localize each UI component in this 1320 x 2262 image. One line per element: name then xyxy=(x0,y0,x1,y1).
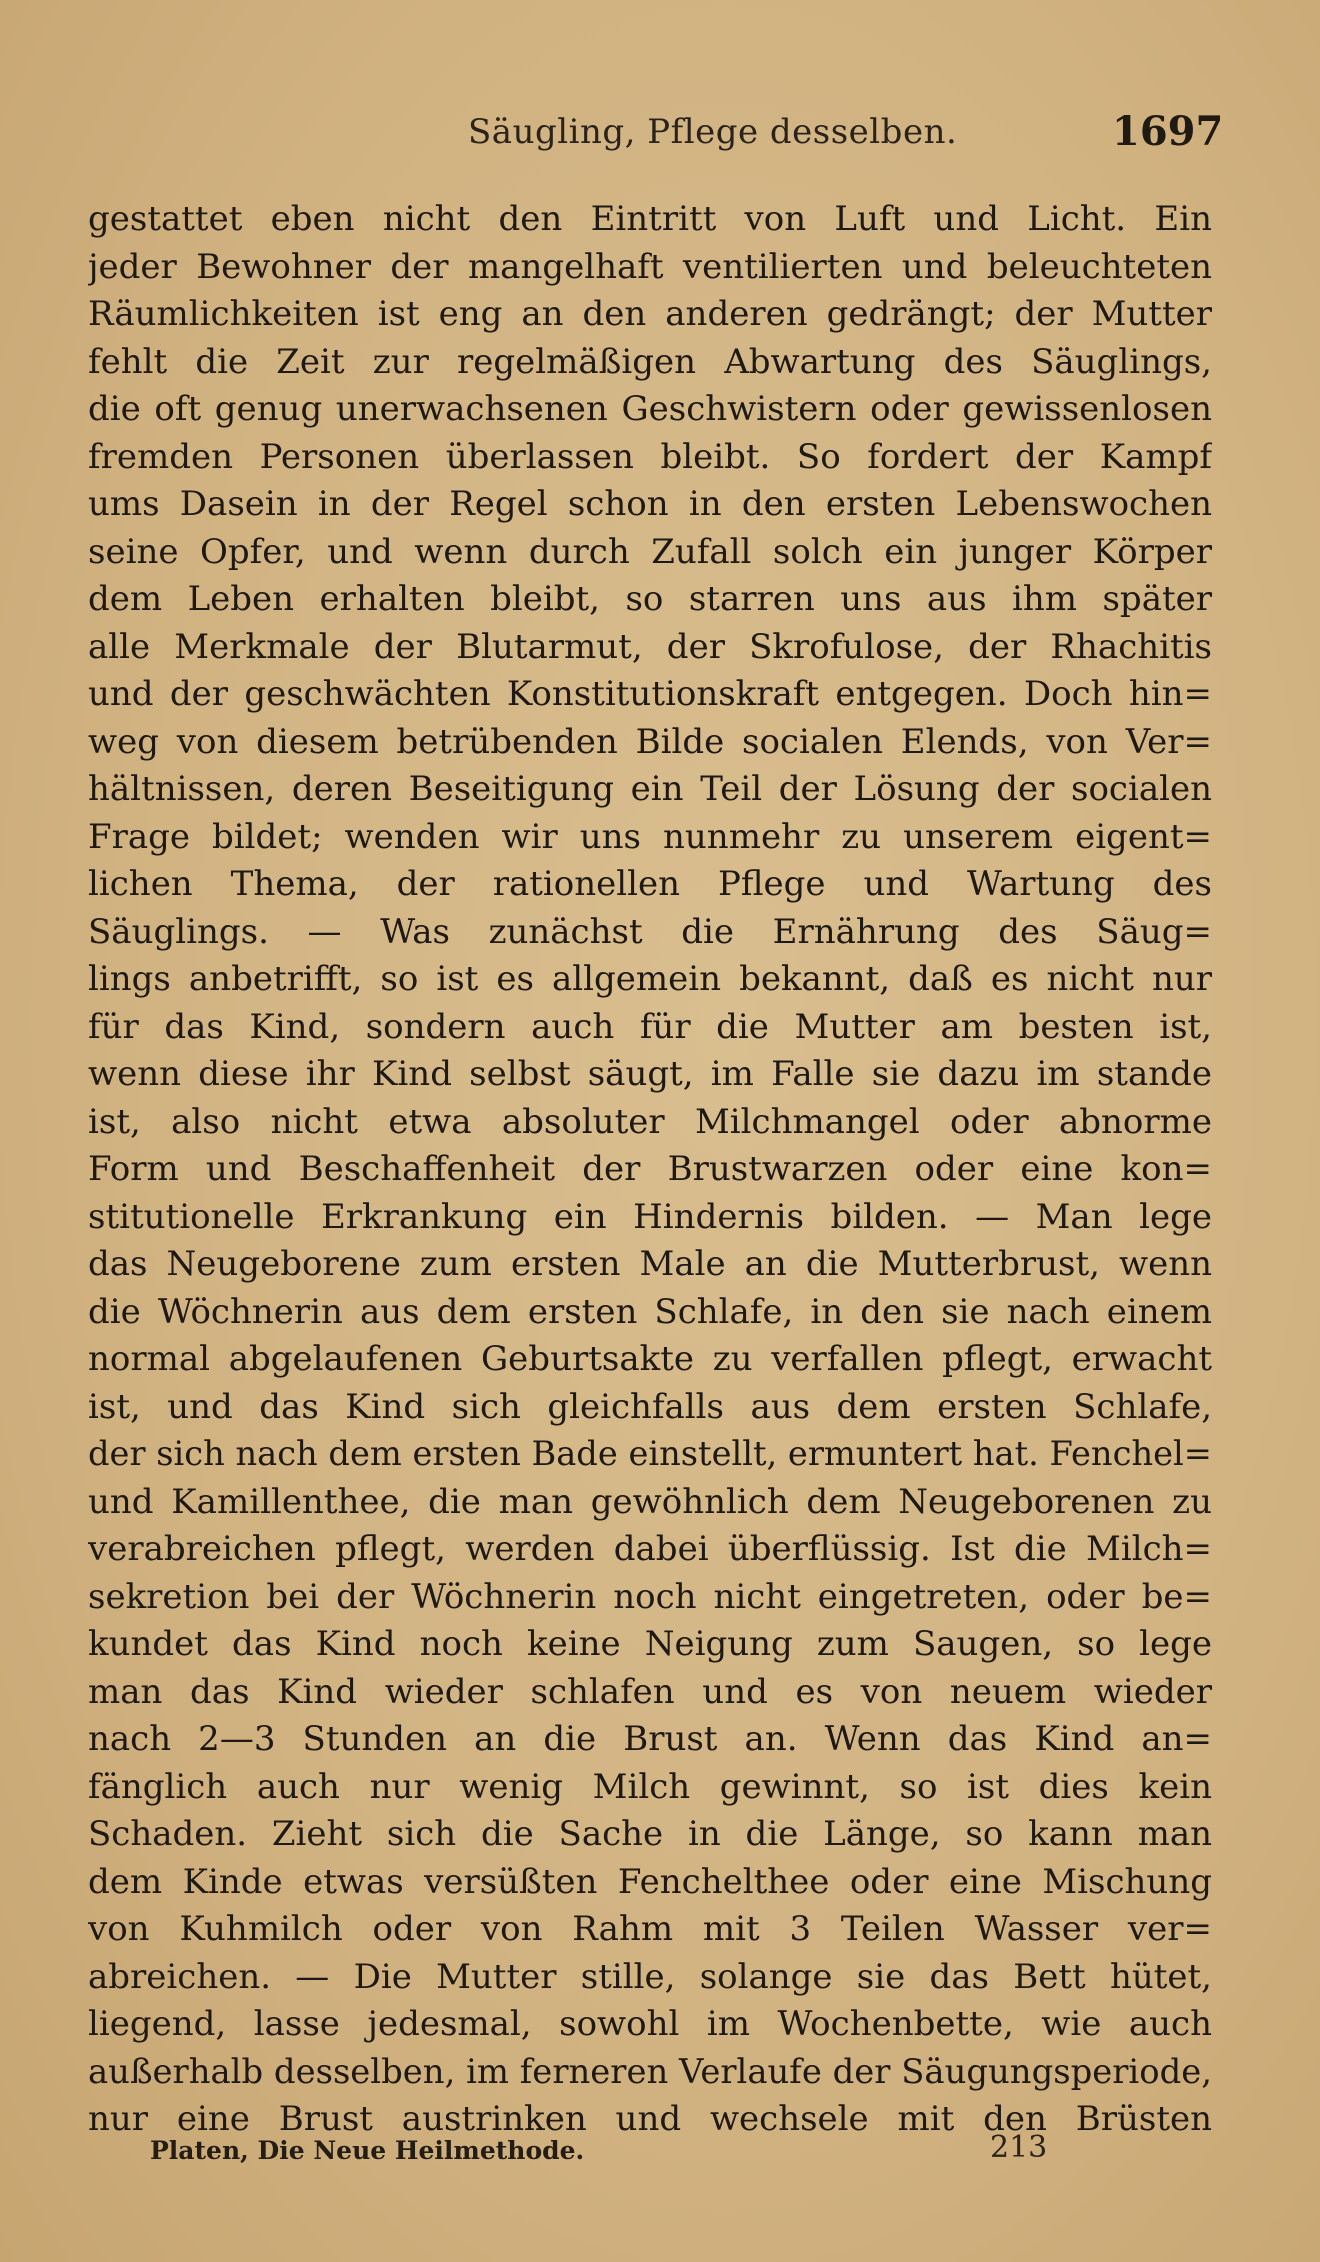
page-footer xyxy=(0,2130,1320,2180)
text-line: alle Merkmale der Blutarmut, der Skrofulose, der Rhachitis xyxy=(88,626,1212,667)
text-line: nach 2—3 Stunden an die Brust an. Wenn das Kind an= xyxy=(88,1719,1212,1759)
text-line: fremden Personen überlassen bleibt. So fordert der Kampf xyxy=(88,436,1212,477)
text-line: jeder Bewohner der mangelhaft ventilierten und beleuchteten xyxy=(88,246,1212,287)
text-line: wenn diese ihr Kind selbst säugt, im Falle sie dazu im stande xyxy=(88,1054,1212,1094)
sheet-signature: 213 xyxy=(990,2130,1048,2165)
text-line: Form und Beschaffenheit der Brustwarzen oder eine kon= xyxy=(88,1149,1212,1189)
text-line: Frage bildet; wenden wir uns nunmehr zu unserem eigent= xyxy=(88,816,1212,857)
text-line: weg von diesem betrübenden Bilde socialen Elends, von Ver= xyxy=(88,721,1212,762)
text-line: und Kamillenthee, die man gewöhnlich dem Neugeborenen zu xyxy=(88,1481,1212,1522)
text-line: fehlt die Zeit zur regelmäßigen Abwartung des Säuglings, xyxy=(88,341,1212,382)
text-line: verabreichen pflegt, werden dabei überflüssig. Ist die Milch= xyxy=(88,1529,1212,1569)
text-line: hältnissen, deren Beseitigung ein Teil der Lösung der socialen xyxy=(88,769,1212,809)
text-line: stitutionelle Erkrankung ein Hindernis bilden. — Man lege xyxy=(88,1196,1212,1237)
text-line: sekretion bei der Wöchnerin noch nicht eingetreten, oder be= xyxy=(88,1576,1212,1617)
text-line: dem Kinde etwas versüßten Fenchelthee oder eine Mischung xyxy=(88,1861,1212,1902)
text-line: das Neugeborene zum ersten Male an die Mutterbrust, wenn xyxy=(88,1244,1212,1284)
running-title: Säugling, Pflege desselben. xyxy=(468,112,958,152)
text-line: normal abgelaufenen Geburtsakte zu verfallen pflegt, erwacht xyxy=(88,1339,1212,1379)
text-line: abreichen. — Die Mutter stille, solange sie das Bett hütet, xyxy=(88,1956,1212,1997)
text-line: von Kuhmilch oder von Rahm mit 3 Teilen Wasser ver= xyxy=(88,1909,1212,1949)
text-line: seine Opfer, und wenn durch Zufall solch ein junger Körper xyxy=(88,531,1212,572)
text-line: Säuglings. — Was zunächst die Ernährung des Säug= xyxy=(88,911,1212,952)
text-line: Räumlichkeiten ist eng an den anderen gedrängt; der Mutter xyxy=(88,294,1212,334)
text-line: Schaden. Zieht sich die Sache in die Länge, so kann man xyxy=(88,1814,1212,1854)
text-line: lichen Thema, der rationellen Pflege und Wartung des xyxy=(88,864,1212,904)
text-line: lings anbetrifft, so ist es allgemein bekannt, daß es nicht nur xyxy=(88,959,1212,999)
text-line: nur eine Brust austrinken und wechsele mit den Brüsten xyxy=(88,2099,1212,2139)
text-line: kundet das Kind noch keine Neigung zum Saugen, so lege xyxy=(88,1624,1212,1664)
text-line: ist, also nicht etwa absoluter Milchmangel oder abnorme xyxy=(88,1101,1212,1142)
text-line: ums Dasein in der Regel schon in den ersten Lebenswochen xyxy=(88,484,1212,524)
text-line: außerhalb desselben, im ferneren Verlaufe der Säugungsperiode, xyxy=(88,2051,1213,2092)
body-text xyxy=(88,196,1212,2144)
page-header xyxy=(0,108,1320,168)
text-line: man das Kind wieder schlafen und es von neuem wieder xyxy=(88,1671,1212,1712)
text-line: die oft genug unerwachsenen Geschwistern oder gewissenlosen xyxy=(88,389,1212,429)
text-line: und der geschwächten Konstitutionskraft entgegen. Doch hin= xyxy=(88,674,1212,714)
page-number: 1697 xyxy=(1112,108,1224,155)
text-line: für das Kind, sondern auch für die Mutter am besten ist, xyxy=(88,1006,1212,1047)
text-line: der sich nach dem ersten Bade einstellt, ermuntert hat. Fenchel= xyxy=(88,1434,1212,1474)
text-line: gestattet eben nicht den Eintritt von Luft und Licht. Ein xyxy=(88,199,1212,239)
text-line: dem Leben erhalten bleibt, so starren uns aus ihm später xyxy=(88,579,1212,619)
text-line: ist, und das Kind sich gleichfalls aus dem ersten Schlafe, xyxy=(88,1386,1212,1427)
text-line: die Wöchnerin aus dem ersten Schlafe, in den sie nach einem xyxy=(88,1291,1212,1332)
footer-imprint: Platen, Die Neue Heilmethode. xyxy=(150,2136,585,2165)
text-line: fänglich auch nur wenig Milch gewinnt, so ist dies kein xyxy=(88,1766,1212,1807)
text-line: liegend, lasse jedesmal, sowohl im Wochenbette, wie auch xyxy=(88,2004,1212,2044)
